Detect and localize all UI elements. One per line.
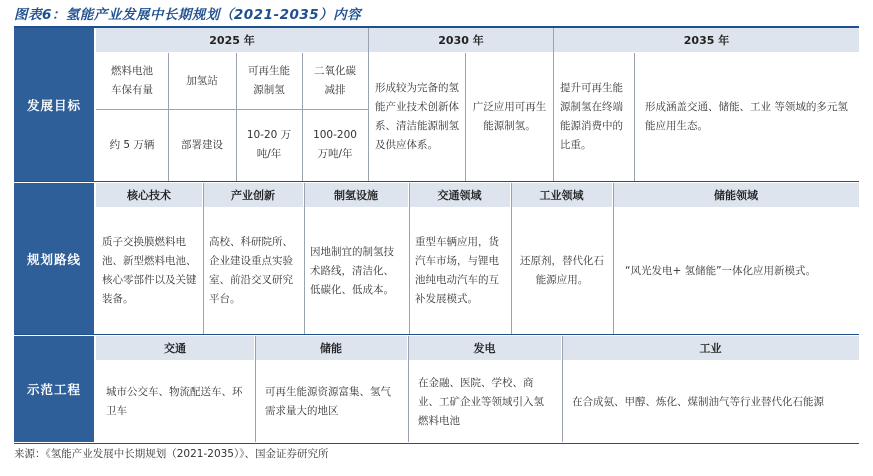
demo-value-4: 在合成氨、甲醇、炼化、煤制油气等行业替代化石能源 — [572, 395, 824, 408]
roadmap-value-5: 还原剂，替代化石能源应用。 — [520, 255, 604, 286]
roadmap-header-1: 核心技术 — [96, 183, 202, 207]
grid-line — [203, 183, 204, 334]
grid-line — [409, 183, 410, 334]
grid-line — [302, 53, 303, 181]
roadmap-value-3: 因地制宜的制氢技术路线，清洁化、低碳化、低成本。 — [310, 245, 394, 296]
grid-line — [511, 183, 512, 334]
grid-line — [634, 53, 635, 181]
goal-2030-text-b: 广泛应用可再生能源制氢。 — [472, 101, 547, 132]
grid-line — [236, 53, 237, 181]
bottom-rule — [14, 443, 859, 444]
year-2030-header: 2030 年 — [369, 28, 553, 52]
goal-2025-header-3: 可再生能源制氢 — [248, 65, 290, 96]
year-2035-header: 2035 年 — [554, 28, 859, 52]
page-title: 图表6：氢能产业发展中长期规划（2021-2035）内容 — [14, 7, 362, 23]
demo-value-2: 可再生能源资源富集、氢气需求量大的地区 — [265, 386, 391, 417]
roadmap-header-4: 交通领域 — [409, 183, 510, 207]
grid-line — [368, 28, 369, 181]
grid-line — [304, 183, 305, 334]
goal-2030-text-a: 形成较为完备的氢能产业技术创新体系、清洁能源制氢及供应体系。 — [375, 82, 459, 151]
band-roadmap: 规划路线 — [14, 183, 94, 334]
demo-header-3: 发电 — [408, 336, 561, 360]
roadmap-value-1: 质子交换膜燃料电池、新型燃料电池、核心零部件以及关键装备。 — [102, 236, 197, 305]
grid-line — [255, 336, 256, 442]
grid-line — [562, 336, 563, 442]
goal-2025-value-3: 10-20 万吨/年 — [246, 129, 292, 160]
roadmap-value-4: 重型车辆应用，货汽车市场，与锂电池纯电动汽车的互补发展模式。 — [415, 236, 499, 305]
roadmap-header-5: 工业领域 — [511, 183, 612, 207]
demo-value-1: 城市公交车、物流配送车、环卫车 — [106, 386, 243, 417]
demo-header-2: 储能 — [255, 336, 407, 360]
demo-header-1: 交通 — [96, 336, 254, 360]
goal-2025-value-1: 约 5 万辆 — [109, 138, 155, 151]
year-2025-header: 2025 年 — [96, 28, 368, 52]
section-separator — [14, 181, 859, 182]
goal-2025-header-4: 二氧化碳减排 — [314, 65, 356, 96]
band-demo: 示范工程 — [14, 336, 94, 442]
band-goals: 发展目标 — [14, 28, 94, 181]
section-separator — [14, 334, 859, 335]
roadmap-header-6: 储能领域 — [613, 183, 859, 207]
grid-line — [408, 336, 409, 442]
roadmap-header-3: 制氢设施 — [304, 183, 408, 207]
roadmap-value-2: 高校、科研院所、企业建设重点实验室、前沿交叉研究平台。 — [209, 236, 293, 305]
grid-line — [96, 109, 368, 110]
goal-2025-value-2: 部署建设 — [181, 138, 223, 151]
goal-2035-text-a: 提升可再生能源制氢在终端能源消费中的比重。 — [560, 82, 623, 151]
roadmap-value-6: “风光发电+ 氢储能”一体化应用新模式。 — [625, 264, 817, 277]
source-note: 来源：《氢能产业发展中长期规划（2021-2035）》、国金证券研究所 — [14, 448, 329, 460]
goal-2025-value-4: 100-200 万吨/年 — [313, 129, 357, 160]
goal-2025-header-1: 燃料电池车保有量 — [111, 65, 153, 96]
demo-value-3: 在金融、医院、学校、商业、工矿企业等领域引入氢燃料电池 — [418, 376, 544, 427]
grid-line — [613, 183, 614, 334]
goal-2025-header-2: 加氢站 — [186, 74, 218, 87]
goal-2035-text-b: 形成涵盖交通、储能、工业 等领域的多元氢能应用生态。 — [645, 101, 848, 132]
grid-line — [465, 53, 466, 181]
roadmap-header-2: 产业创新 — [203, 183, 303, 207]
demo-header-4: 工业 — [562, 336, 859, 360]
grid-line — [168, 53, 169, 181]
grid-line — [553, 28, 554, 181]
